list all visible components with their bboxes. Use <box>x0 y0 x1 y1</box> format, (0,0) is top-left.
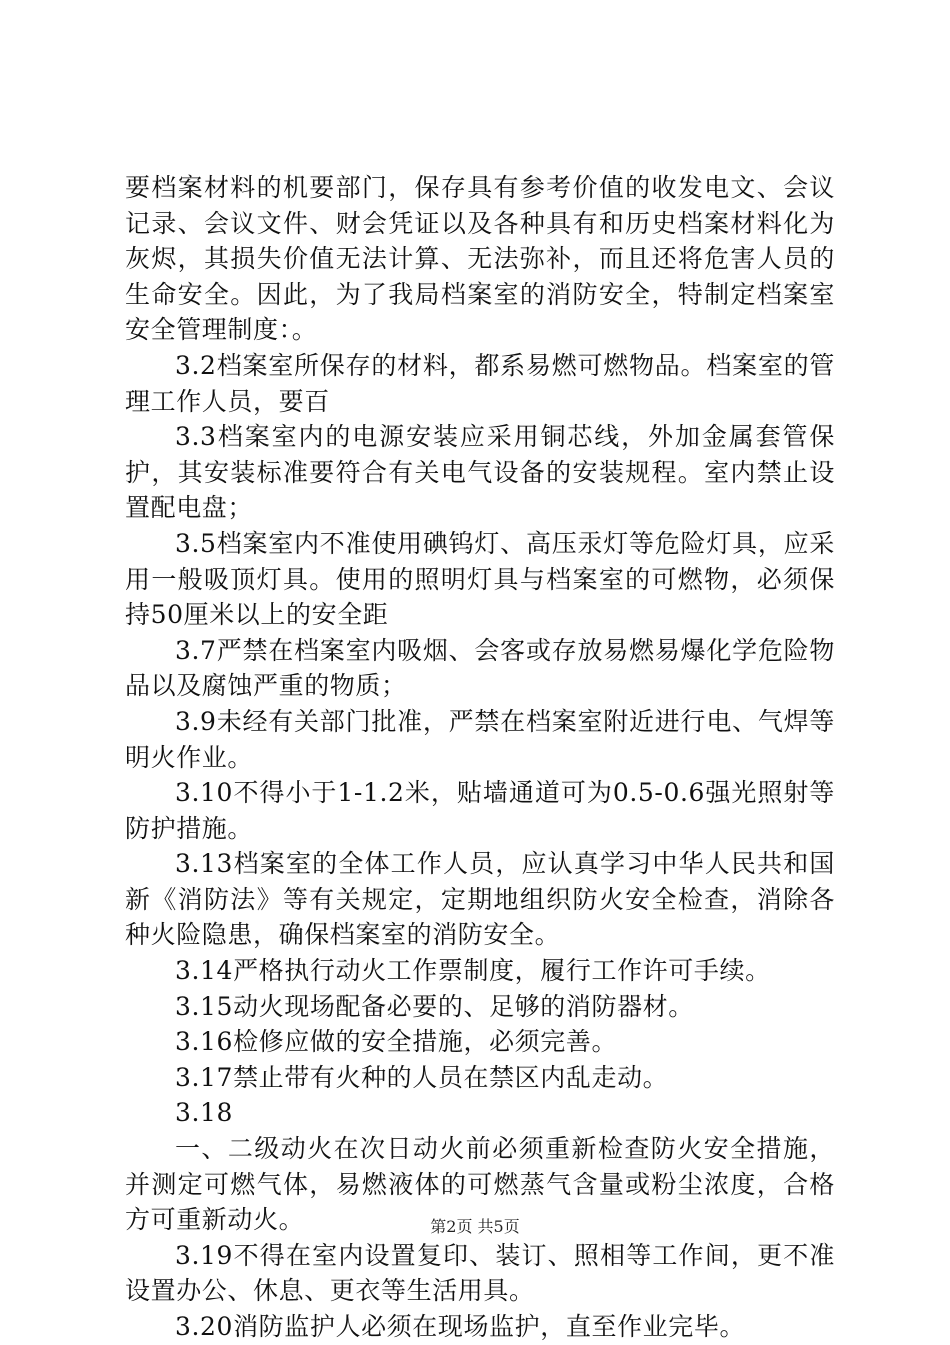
paragraph-3-13: 3.13档案室的全体工作人员，应认真学习中华人民共和国新《消防法》等有关规定，定期地组织防火安全检查，消除各种火险隐患，确保档案室的消防安全。 <box>125 849 835 950</box>
paragraph-3-5: 3.5档案室内不准使用碘钨灯、高压汞灯等危险灯具，应采用一般吸顶灯具。使用的照明灯具与档案室的可燃物，必须保持50厘米以上的安全距 <box>125 528 835 630</box>
paragraph-3-16: 3.16检修应做的安全措施，必须完善。 <box>175 1027 618 1057</box>
paragraph-fire-recheck: 一、二级动火在次日动火前必须重新检查防火安全措施，并测定可燃气体，易燃液体的可燃蒸气含量或粉尘浓度，合格方可重新动火。 <box>125 1134 835 1235</box>
document-body <box>125 170 835 1345</box>
paragraph-3-17: 3.17禁止带有火种的人员在禁区内乱走动。 <box>175 1062 669 1092</box>
paragraph-3-7: 3.7严禁在档案室内吸烟、会客或存放易燃易爆化学危险物品以及腐蚀严重的物质； <box>125 635 835 701</box>
paragraph-3-3: 3.3档案室内的电源安装应采用铜芯线，外加金属套管保护，其安装标准要符合有关电气设备的安装规程。室内禁止设置配电盘； <box>125 422 835 523</box>
paragraph-3-10: 3.10不得小于1-1.2米，贴墙通道可为0.5-0.6强光照射等防护措施。 <box>125 778 835 843</box>
paragraph-3-18: 3.18 <box>175 1098 234 1128</box>
paragraph-intro: 要档案材料的机要部门，保存具有参考价值的收发电文、会议记录、会议文件、财会凭证以及各种具有和历史档案材料化为灰烬，其损失价值无法计算、无法弥补，而且还将危害人员的生命安全。因此，为了我局档案室的消防安全，特制定档案室安全管理制度：。 <box>125 173 835 345</box>
paragraph-3-9: 3.9未经有关部门批准，严禁在档案室附近进行电、气焊等明火作业。 <box>125 706 835 772</box>
page-number-footer: 第2页 共5页 <box>430 1217 520 1236</box>
paragraph-3-2: 3.2档案室所保存的材料，都系易燃可燃物品。档案室的管理工作人员，要百 <box>125 350 835 416</box>
paragraph-3-14: 3.14严格执行动火工作票制度，履行工作许可手续。 <box>175 956 771 986</box>
paragraph-3-19: 3.19不得在室内设置复印、装订、照相等工作间，更不准设置办公、休息、更衣等生活用具。 <box>125 1240 835 1306</box>
paragraph-3-20: 3.20消防监护人必须在现场监护，直至作业完毕。 <box>175 1312 746 1341</box>
paragraph-3-15: 3.15动火现场配备必要的、足够的消防器材。 <box>175 991 694 1021</box>
